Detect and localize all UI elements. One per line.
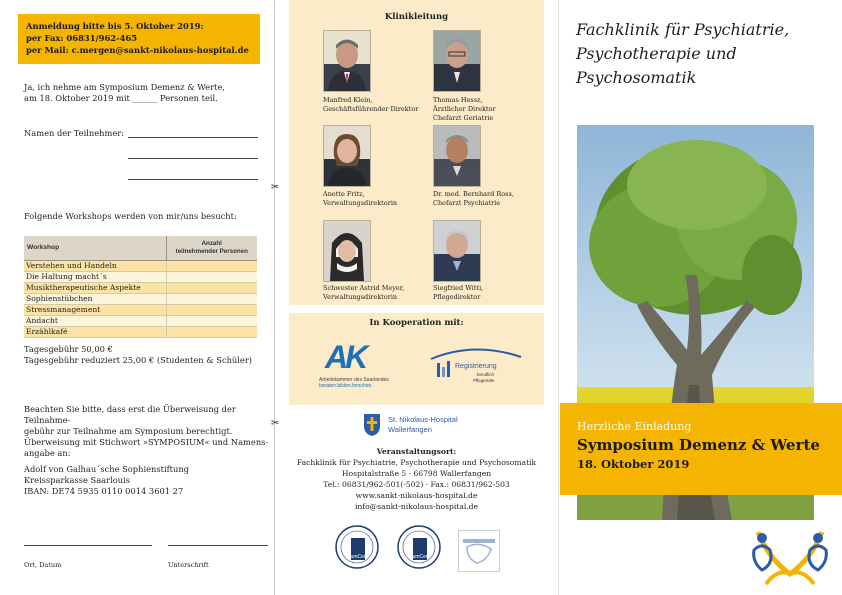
person-role-2: Chefarzt Geriatrie [433,114,494,122]
fee-reduced: Tagesgebühr reduziert 25,00 € (Studenten & Schüler) [24,355,253,365]
participant-name-line-1[interactable] [128,137,258,138]
count-cell[interactable] [166,293,257,304]
workshop-name: Stressmanagement [24,304,166,315]
invitation-date: 18. Oktober 2019 [577,457,690,471]
person-caption [433,284,483,302]
clinic-title-line-1: Fachklinik für Psychiatrie, [576,20,790,39]
payment-note-line-2: gebühr zur Teilnahme am Symposium berechtigt. [24,426,233,436]
count-cell[interactable] [166,326,257,337]
fee-info [24,344,252,366]
registrierung-logo-text: Registrierung [455,363,497,370]
count-cell[interactable] [166,271,257,282]
payment-note-line-4: angabe an: [24,448,71,458]
count-cell[interactable] [166,260,257,271]
person-role: Geschäftsführender Direktor [323,105,419,113]
fold-line [558,0,559,595]
count-header-line-2: teilnehmender Personen [175,247,248,255]
participation-line-2: am 18. Oktober 2019 mit ______ Personen teil. [24,93,218,103]
ak-logo-mark: AK [325,339,366,375]
workshop-table [24,236,257,338]
venue-line-1: Fachklinik für Psychiatrie, Psychotherapie und Psychosomatik [296,458,537,467]
person-name: Thomas Hessz, [433,96,483,104]
person-name: Manfred Klein, [323,96,373,104]
cert-seal-2 [396,524,442,570]
fee-regular: Tagesgebühr 50,00 € [24,344,113,354]
bank-name: Kreissparkasse Saarlouis [24,475,130,485]
registration-deadline-box [18,14,260,64]
cooperation-section [289,313,544,405]
person-name: Schwester Astrid Meyer, [323,284,405,292]
participation-line-1: Ja, ich nehme am Symposium Demenz & Werte, [24,82,225,92]
count-column-header [166,236,257,260]
workshop-name: Erzählkafé [24,326,166,337]
signature-line[interactable] [168,545,268,546]
venue-heading: Veranstaltungsort: [376,447,457,456]
clinic-title-line-3: Psychosomatik [576,68,697,87]
payment-note-line-3: Überweisung mit Stichwort »SYMPOSIUM« und Namens- [24,437,269,447]
table-row [24,282,257,293]
venue-email[interactable]: info@sankt-nikolaus-hospital.de [354,502,479,511]
portrait-manfred-klein [323,30,371,92]
ak-logo [319,339,409,393]
cert-seal-1 [334,524,380,570]
venue-line-2: Hospitalstraße 5 · 66798 Wallerfangen [341,469,492,478]
person-caption [433,96,496,123]
table-row [24,326,257,337]
person-caption [323,284,404,302]
ak-slogan: beraten.bilden.forschen. [319,383,373,389]
table-row [24,304,257,315]
registration-mail: per Mail: c.mergen@sankt-nikolaus-hospital.de [26,45,249,55]
person-role: Verwaltungsdirektorin [323,199,398,207]
person-role: Chefarzt Psychiatrie [433,199,501,207]
cert-seal-label: CumCert [346,554,367,560]
person-caption [433,190,514,208]
person-role: Verwaltungsdirektorin [323,293,398,301]
workshop-name: Die Haltung macht´s [24,271,166,282]
workshop-name: Verstehen und Handeln [24,260,166,271]
count-cell[interactable] [166,304,257,315]
invitation-banner [560,403,842,495]
portrait-anette-fritz [323,125,371,187]
hospital-crest-icon [364,414,380,436]
person-name: Anette Fritz, [323,190,365,198]
count-cell[interactable] [166,315,257,326]
invitation-kicker: Herzliche Einladung [577,420,692,433]
registrierung-logo-sub2: Pflegender [473,378,495,383]
registrierung-logo-sub1: beruflich [477,372,495,377]
cooperation-heading: In Kooperation mit: [369,318,464,328]
portrait-bernhard-ross [433,125,481,187]
place-date-line[interactable] [24,545,152,546]
clinic-title-line-2: Psychotherapie und [576,44,737,63]
invitation-event-title: Symposium Demenz & Werte [577,436,820,454]
person-name: Dr. med. Bernhard Ross, [433,190,514,198]
venue-website[interactable]: www.sankt-nikolaus-hospital.de [355,491,478,500]
participants-label: Namen der Teilnehmer: [24,128,125,138]
scissors-icon: ✂ [271,182,280,193]
table-row [24,315,257,326]
brand-logo [748,528,832,586]
participant-name-line-3[interactable] [128,179,258,180]
clinic-title [576,18,836,90]
count-header-line-1: Anzahl [201,239,222,247]
person-caption [323,96,418,114]
hospital-location: Wallerfangen [388,425,432,434]
ak-tagline: Arbeitskammer des Saarlandes [319,377,389,383]
workshops-intro: Folgende Workshops werden von mir/uns besucht: [24,211,237,221]
workshop-column-header: Workshop [24,236,166,260]
portrait-siegfried-witti [433,220,481,282]
payment-note [24,404,269,459]
fold-line [274,0,275,595]
bank-iban: IBAN: DE74 5935 0110 0014 3601 27 [24,486,184,496]
scissors-icon: ✂ [271,418,280,429]
table-row [24,260,257,271]
venue-info [289,446,544,512]
cert-seal-3 [458,530,500,572]
workshop-name: Sophienstübchen [24,293,166,304]
place-date-label: Ort, Datum [24,561,62,569]
payment-note-line-1: Beachten Sie bitte, dass erst die Überweisung der Teilnahme- [24,404,236,425]
registrierung-logo [429,347,529,387]
clinic-management-section [289,0,544,305]
participant-name-line-2[interactable] [128,158,258,159]
person-name: Siegfried Witti, [433,284,484,292]
count-cell[interactable] [166,282,257,293]
bank-recipient: Adolf von Galhau´sche Sophienstiftung [24,464,190,474]
hospital-name: St. Nikolaus-Hospital [388,415,458,424]
registration-fax: per Fax: 06831/962-465 [26,33,138,43]
workshop-name: Musiktherapeutische Aspekte [24,282,166,293]
signature-label: Unterschrift [168,561,209,569]
cert-seal-label: CumCert [408,554,429,560]
person-role: Ärztlicher Direktor [433,105,496,113]
participation-statement [24,82,264,104]
person-caption [323,190,397,208]
registration-deadline: Anmeldung bitte bis 5. Oktober 2019: [26,21,204,31]
venue-phone: Tel.: 06831/962-501(-502) · Fax.: 06831/962-503 [323,480,510,489]
person-role: Pflegedirektor [433,293,481,301]
table-row [24,271,257,282]
registration-panel [0,0,272,595]
portrait-thomas-hessz [433,30,481,92]
clinic-management-heading: Klinikleitung [384,12,449,22]
bank-details [24,464,189,497]
portrait-astrid-meyer [323,220,371,282]
workshop-name: Andacht [24,315,166,326]
hospital-logo [364,414,494,444]
table-row [24,293,257,304]
